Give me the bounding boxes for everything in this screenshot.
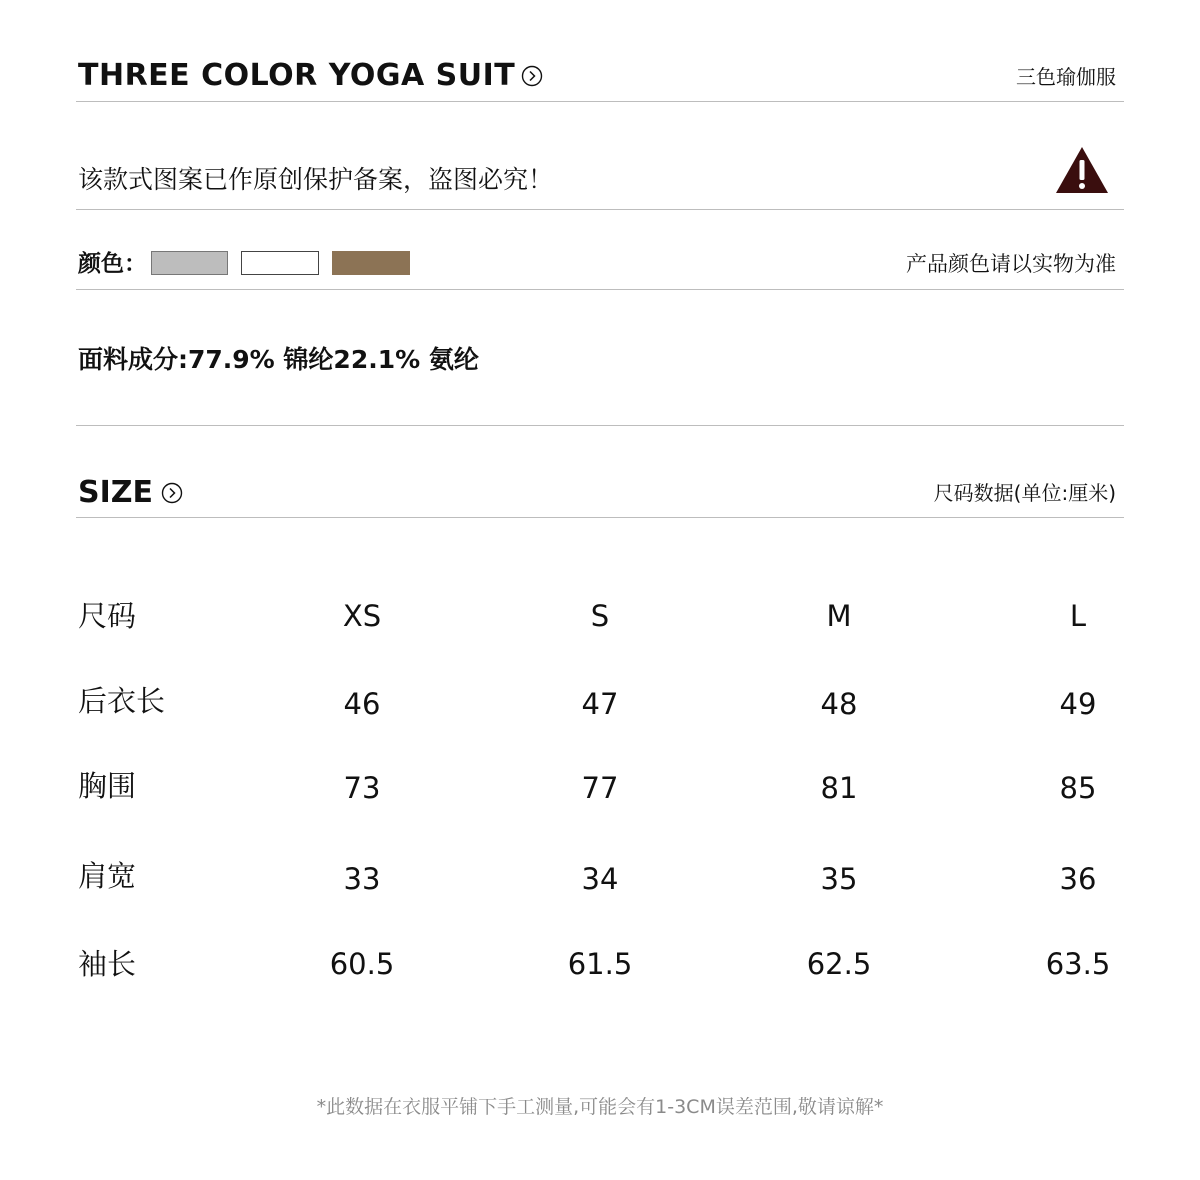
divider [76,517,1124,518]
table-cell: 77 [581,771,619,805]
color-swatch-brown[interactable] [332,251,410,275]
column-header: S [590,599,610,633]
table-cell: 81 [820,771,858,805]
size-unit-note: 尺码数据(单位:厘米) [933,481,1116,505]
size-title-text: SIZE [78,475,154,510]
row-label: 后衣长 [78,684,166,718]
size-title [78,475,183,511]
table-cell: 73 [343,771,381,805]
color-swatch-grey[interactable] [151,251,228,275]
row-label: 胸围 [78,769,137,803]
row-label: 肩宽 [78,859,137,893]
warning-icon [1054,145,1110,195]
table-cell: 63.5 [1045,947,1111,981]
page-title-text: THREE COLOR YOGA SUIT [78,58,516,93]
divider [76,425,1124,426]
measurement-footnote: *此数据在衣服平铺下手工测量,可能会有1-3CM误差范围,敬请谅解* [316,1096,884,1118]
color-note: 产品颜色请以实物为准 [906,252,1116,276]
table-cell: 60.5 [329,947,395,981]
table-cell: 47 [581,687,619,721]
table-cell: 48 [820,687,858,721]
table-cell: 35 [820,862,858,896]
divider [76,209,1124,210]
row-label: 袖长 [78,947,137,981]
page-title [78,58,543,94]
copyright-notice: 该款式图案已作原创保护备案，盗图必究！ [78,165,554,194]
column-header: M [826,599,852,633]
chevron-circle-icon [161,482,183,504]
table-cell: 85 [1059,771,1097,805]
page-subtitle-cn: 三色瑜伽服 [1016,65,1116,89]
table-cell: 36 [1059,862,1097,896]
divider [76,101,1124,102]
fabric-composition: 面料成分:77.9% 锦纶22.1% 氨纶 [78,345,479,374]
column-header: XS [342,599,382,633]
table-cell: 46 [343,687,381,721]
table-cell: 33 [343,862,381,896]
color-swatch-white[interactable] [241,251,319,275]
divider [76,289,1124,290]
color-label: 颜色： [78,251,147,277]
chevron-circle-icon [521,65,543,87]
row-label: 尺码 [78,599,137,633]
table-cell: 34 [581,862,619,896]
table-cell: 62.5 [806,947,872,981]
table-cell: 61.5 [567,947,633,981]
table-cell: 49 [1059,687,1097,721]
column-header: L [1069,599,1087,633]
